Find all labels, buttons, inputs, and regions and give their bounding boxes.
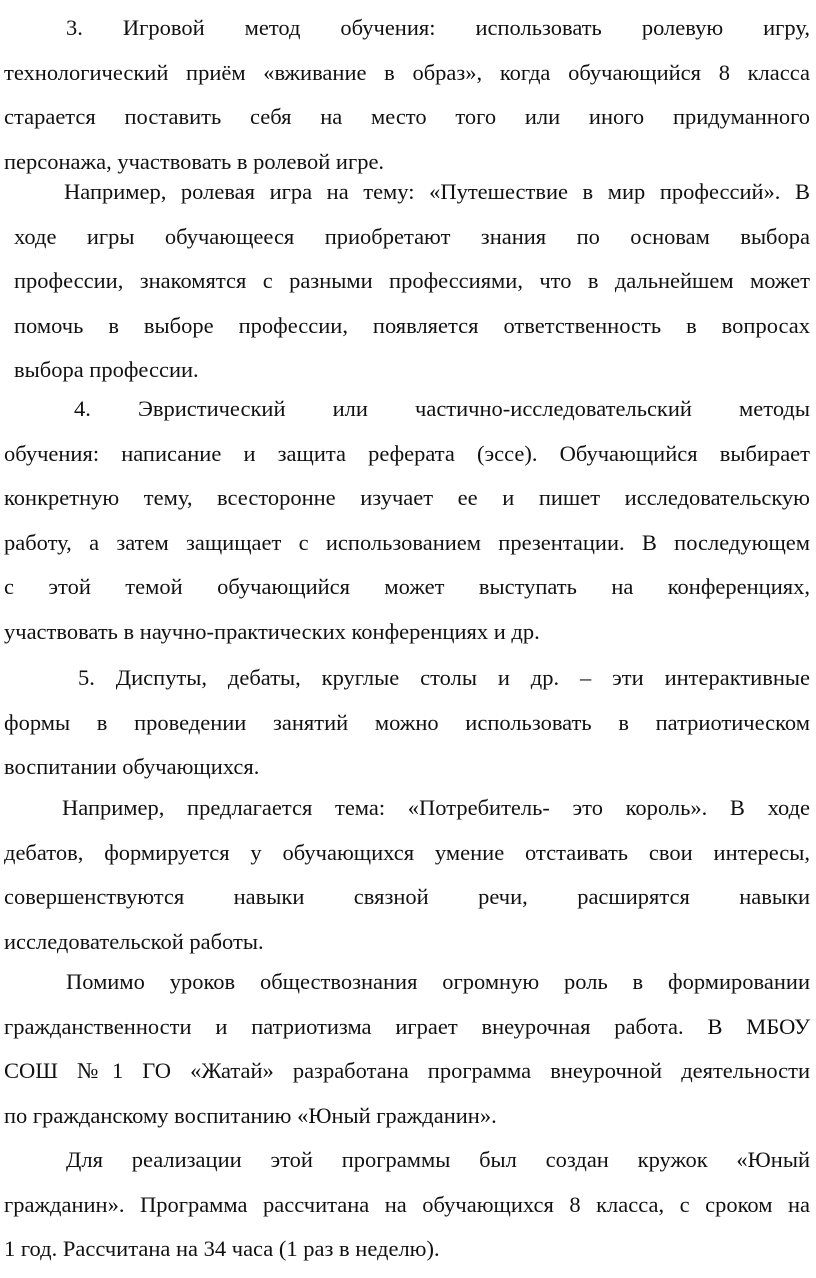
text-line: исследовательской работы.	[4, 928, 264, 954]
text-line: 3. Игровой метод обучения: использовать ролевую игру,	[66, 15, 810, 40]
text-line: конкретную тему, всесторонне изучает ее и пишет исследовательскую	[4, 485, 810, 510]
paragraph-debate-example	[4, 786, 810, 964]
text-line: совершенствуются навыки связной речи, расширятся навыки	[4, 884, 810, 909]
text-line: помочь в выборе профессии, появляется ответственность в вопросах	[14, 312, 810, 338]
text-line: работу, а затем защищает с использованием презентации. В последующем	[4, 529, 810, 555]
text-line: 5. Диспуты, дебаты, круглые столы и др. – эти интерактивные	[78, 665, 810, 690]
text-line: Например, предлагается тема: «Потребитель- это король». В ходе	[62, 795, 810, 820]
paragraph-extracurricular	[4, 960, 810, 1138]
text-line: воспитании обучающихся.	[4, 754, 260, 779]
paragraph-debates	[4, 656, 810, 790]
text-line: Помимо уроков обществознания огромную роль в формировании	[66, 969, 810, 994]
text-line: технологический приём «вживание в образ», когда обучающийся 8 класса	[4, 59, 810, 85]
paragraph-role-play-example	[14, 170, 810, 393]
text-line: гражданин». Программа рассчитана на обучающихся 8 класса, с сроком на	[4, 1191, 810, 1217]
text-line: Для реализации этой программы был создан кружок «Юный	[66, 1147, 810, 1172]
text-line: дебатов, формируется у обучающихся умение отстаивать свои интересы,	[4, 839, 810, 865]
paragraph-program	[4, 1138, 810, 1272]
text-line: 1 год. Рассчитана на 34 часа (1 раз в неделю).	[4, 1236, 440, 1261]
text-line: с этой темой обучающийся может выступать на конференциях,	[4, 574, 810, 599]
text-line: персонажа, участвовать в ролевой игре.	[4, 148, 385, 174]
paragraph-heuristic-method	[4, 387, 810, 654]
text-line: СОШ №1 ГО «Жатай» разработана программа внеурочной деятельности	[4, 1058, 810, 1083]
text-line: профессии, знакомятся с разными профессиями, что в дальнейшем может	[14, 268, 810, 293]
paragraph-game-method	[4, 6, 810, 184]
text-line: старается поставить себя на место того или иного придуманного	[4, 104, 810, 129]
text-line: 4. Эвристический или частично-исследовательский методы	[74, 396, 810, 421]
text-line: формы в проведении занятий можно использовать в патриотическом	[4, 709, 810, 735]
text-line: ходе игры обучающееся приобретают знания по основам выбора	[14, 223, 810, 249]
text-line: выбора профессии.	[14, 357, 199, 382]
text-line: Например, ролевая игра на тему: «Путешествие в мир профессий». В	[64, 179, 810, 204]
text-line: участвовать в научно-практических конференциях и др.	[4, 618, 540, 644]
text-line: по гражданскому воспитанию «Юный гражданин».	[4, 1102, 497, 1128]
text-line: обучения: написание и защита реферата (эссе). Обучающийся выбирает	[4, 440, 810, 466]
text-line: гражданственности и патриотизма играет внеурочная работа. В МБОУ	[4, 1013, 810, 1039]
